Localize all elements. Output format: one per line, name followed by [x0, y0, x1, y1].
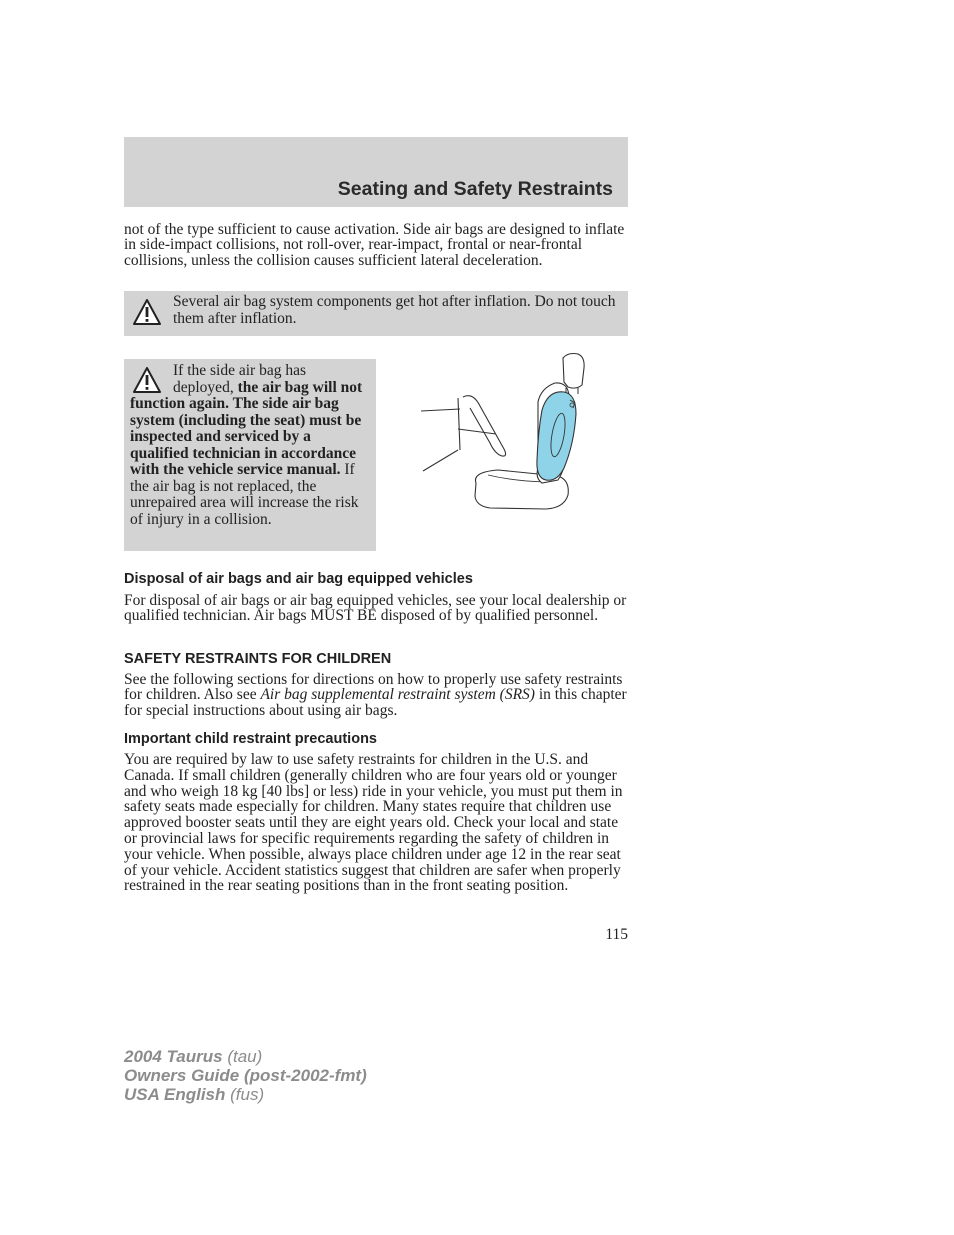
- warning-text-end: If the air bag is not replaced, the unrepaired area will increase the risk of injury in a collision.: [130, 461, 359, 528]
- warning-box-hot-components: [124, 291, 628, 336]
- warning-triangle-icon: [132, 298, 162, 326]
- page-number: 115: [605, 926, 628, 943]
- chapter-header-band: [124, 137, 628, 207]
- precautions-paragraph: You are required by law to use safety restraints for children in the U.S. and Canada. If small children (generally children who are four years old or younger and who weigh 18 kg [40 lbs] or less) ride in your vehicle, you must put them in safety seats made especially for children. Many states require that children use approved booster seats until they are eight years old. Check your local and state or provincial laws for specific requirements regarding the safety of children in your vehicle. When possible, always place children under age 12 in the rear seat of your vehicle. Accident statistics suggest that children are safer when properly restrained in the rear seating positions than in the front seating position.: [124, 751, 623, 895]
- chapter-title: Seating and Safety Restraints: [337, 178, 613, 200]
- warning-box-side-airbag: [124, 359, 376, 551]
- footer-line-2: Owners Guide (post-2002-fmt): [124, 1066, 367, 1085]
- precautions-heading: Important child restraint precautions: [124, 731, 377, 747]
- srs-link-reference: Air bag supplemental restraint system (SRS): [260, 686, 535, 704]
- warning-text-bold: the air bag will not function again. The side air bag system (including the seat) must be inspected and serviced by a qualified technician in accordance with the vehicle service manual.: [130, 378, 363, 478]
- children-paragraph: [124, 672, 628, 718]
- seat-side-airbag-illustration: [418, 350, 593, 515]
- intro-paragraph: not of the type sufficient to cause activation. Side air bags are designed to inflate in side-impact collisions, not roll-over, rear-impact, frontal or near-frontal collisions, unless the collision causes sufficient lateral deceleration.: [124, 221, 625, 269]
- warning-text-hot-components: Several air bag system components get hot after inflation. Do not touch them after inflation.: [173, 293, 616, 327]
- children-text-end: in this chapter for special instructions about using air bags.: [124, 686, 627, 719]
- disposal-paragraph: For disposal of air bags or air bag equipped vehicles, see your local dealership or qualified technician. Air bags MUST BE disposed of by qualified personnel.: [124, 592, 627, 625]
- footer-line-1: 2004 Taurus (tau): [124, 1047, 263, 1066]
- footer-line-3: USA English (fus): [124, 1085, 265, 1104]
- warning-text-side-airbag: [130, 363, 368, 528]
- disposal-heading: Disposal of air bags and air bag equipped vehicles: [124, 571, 473, 587]
- document-footer: [124, 1047, 367, 1104]
- warning-text-start: If the side air bag has deployed,: [173, 362, 306, 396]
- children-text-start: See the following sections for directions on how to properly use safety restraints for children. Also see: [124, 671, 623, 704]
- children-heading: SAFETY RESTRAINTS FOR CHILDREN: [124, 651, 392, 667]
